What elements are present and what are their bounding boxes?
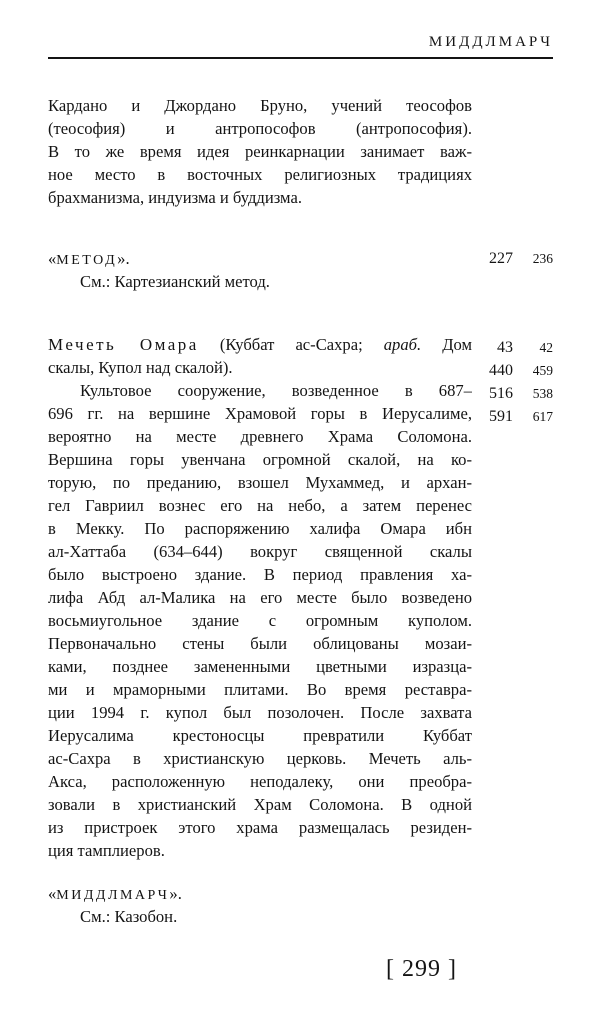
text-line: ции 1994 г. купол был позолочен. После захвата [48,703,472,722]
page-refs-metod [472,247,553,270]
text-line: (теософия) и антропософов (антропософия). [48,119,472,138]
page-ref-alt: 459 [532,363,553,378]
text-line: Первоначально стены были облицованы мозаи- [48,634,472,653]
entry-headword: МИДДЛМАРЧ [56,888,170,903]
text-line: Иерусалима крестоносцы превратили Куббат [48,726,472,745]
text-line: Кардано и Джордано Бруно, учений теософов [48,96,472,115]
entry-headword: МЕТОД [56,253,118,268]
running-title: МИДДЛМАРЧ [428,34,553,50]
text-line: восьмиугольное здание с огромным куполом. [48,611,472,630]
page-number: [ 299 ] [386,956,457,982]
text-line: ками, позднее замененными цветными изразца- [48,657,472,676]
entry-heading: «МИДДЛМАРЧ». [48,884,182,903]
continuation-paragraph [48,94,472,209]
page-ref: 516 [489,385,513,402]
running-header [48,28,553,58]
text-line: ал-Хаттаба (634–644) вокруг священной скалы [48,542,472,561]
page-ref-alt: 538 [532,386,553,401]
text-line: торую, по преданию, взошел Мухаммед, и архан- [48,473,472,492]
page-ref: 227 [489,250,513,267]
entry-headword: Мечеть Омара [48,335,199,354]
entry-metod [48,247,472,293]
text-line: ас-Сахра в христианскую церковь. Мечеть аль- [48,749,472,768]
text-line: гел Гавриил вознес его на небо, а затем перенес [48,496,472,515]
page-ref-alt: 236 [532,251,553,266]
text-line: Вершина горы увенчана огромной скалой, на ко- [48,450,472,469]
header-rule [48,57,553,59]
text-line: было выстроено здание. В период правления ха- [48,565,472,584]
text-line: зовали в христианский Храм Соломона. В одной [48,795,472,814]
text-line: в Мекку. По распоряжению халифа Омара ибн [48,519,472,538]
entry-heading: Мечеть Омара (Куббат ас-Сахра; араб. Дом [48,335,472,354]
text-line: скалы, Купол над скалой). [48,358,233,377]
entry-heading: «МЕТОД». [48,249,130,268]
page-ref: 440 [489,362,513,379]
text-line: вероятно на месте древнего Храма Соломона. [48,427,472,446]
page-ref-alt: 617 [532,409,553,424]
text-line: ция тамплиеров. [48,841,165,860]
text-line: ное место в восточных религиозных традициях [48,165,472,184]
page-ref-alt: 42 [539,340,553,355]
text-line: Акса, расположенную неподалеку, они преобра- [48,772,472,791]
text-line: ми и мраморными плитами. Во время реставра- [48,680,472,699]
page-ref: 43 [497,339,513,356]
entry-middlemarch [48,882,472,928]
page-refs-mechet [472,336,553,428]
text-line: из пристроек этого храма размещалась резиден- [48,818,472,837]
text-line: В то же время идея реинкарнации занимает важ- [48,142,472,161]
text-line: Культовое сооружение, возведенное в 687– [80,381,472,400]
text-line: 696 гг. на вершине Храмовой горы в Иерусалиме, [48,404,472,423]
see-reference: См.: Картезианский метод. [80,272,270,291]
text-line: лифа Абд ал-Малика на его месте было возведено [48,588,472,607]
text-line: брахманизма, индуизма и буддизма. [48,188,302,207]
page-ref: 591 [489,408,513,425]
see-reference: См.: Казобон. [80,907,178,926]
entry-mechet-omara [48,333,472,862]
